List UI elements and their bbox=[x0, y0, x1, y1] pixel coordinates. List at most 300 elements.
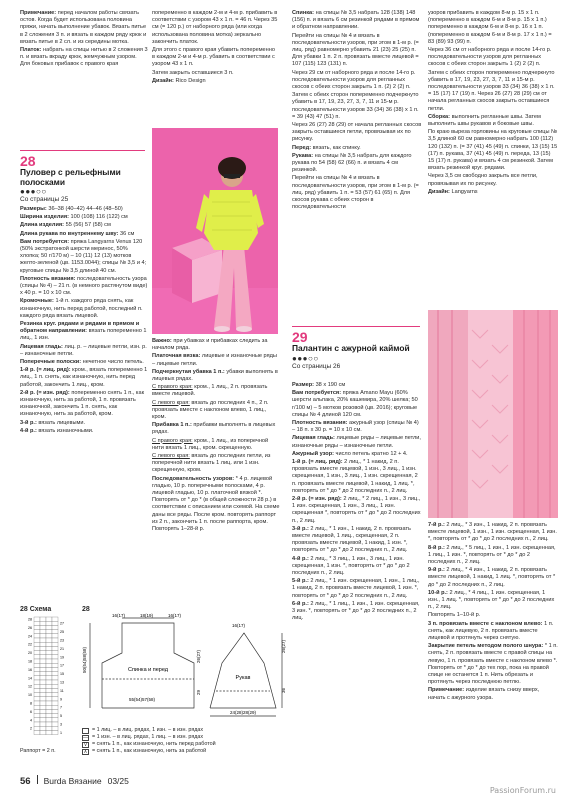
dim-w3: 16(17) bbox=[168, 613, 182, 618]
chart-cell bbox=[34, 659, 40, 663]
model-photo-svg bbox=[152, 128, 278, 334]
col2mid-body: лицевые и изнаночные ряды – лицевые петли. bbox=[152, 353, 277, 367]
col4bot-term: 8-й р.: bbox=[428, 544, 445, 551]
chart-cell bbox=[34, 634, 40, 638]
p28-spec-body: вязать лицевыми. bbox=[36, 419, 86, 426]
chart-cell bbox=[40, 651, 46, 655]
col2mid-body: убавки выполнять в лицевых рядах. bbox=[152, 368, 278, 383]
col2-paragraph bbox=[152, 78, 278, 85]
chart-cell bbox=[40, 642, 46, 646]
chart-row-number: 23 bbox=[60, 638, 64, 643]
footer-separator bbox=[37, 775, 38, 784]
page-footer bbox=[20, 775, 129, 787]
p28-spec-term: Резинка круг. рядами и рядами в прямом и обратном направлении: bbox=[20, 321, 140, 335]
p28-spec-paragraph bbox=[20, 239, 148, 275]
col4-paragraph bbox=[428, 70, 558, 113]
pattern-28-number: 28 bbox=[20, 154, 36, 169]
chart-cell bbox=[40, 726, 46, 730]
chart-row-number: 8 bbox=[30, 701, 32, 706]
col2mid-term: Подчеркнутая убавка 1 п.: bbox=[152, 368, 225, 375]
chart-cell bbox=[46, 663, 52, 667]
chart-grid-svg bbox=[20, 613, 80, 743]
dim-b2: 55(54)57(58) bbox=[128, 697, 156, 702]
chart-cell bbox=[52, 621, 58, 625]
col4-body: узоров прибавить в каждом 8-м р. 15 х 1 п. (попеременно в каждом 6-м и 8-м р. 15 х 1 п.) попеременно в каждом 6-м и 8-м р. 16 х 1 п. (попеременно в каждом 6-м и 8-м р. 17 х 1 п.) = 83 (89) 93 (99) п. bbox=[428, 10, 552, 45]
col4-body: Langyarns bbox=[449, 188, 478, 195]
chart-row-number: 9 bbox=[60, 697, 62, 702]
chart-cell bbox=[34, 676, 40, 680]
col3-paragraph bbox=[292, 122, 422, 144]
chart-cell bbox=[34, 638, 40, 642]
col2mid-subterm: С левого края: bbox=[152, 399, 190, 406]
p28-spec-paragraph bbox=[20, 214, 148, 221]
chart-cell bbox=[52, 630, 58, 634]
col3-paragraph bbox=[292, 145, 422, 152]
chart-cell bbox=[46, 651, 52, 655]
pattern-diagram-svg bbox=[82, 613, 287, 721]
pattern-28-photo bbox=[152, 128, 278, 334]
col2-term: Дизайн: bbox=[152, 77, 174, 84]
chart-rapport-value: = 2 п. bbox=[42, 748, 56, 754]
chart-cell bbox=[40, 667, 46, 671]
col2mid-paragraph bbox=[152, 400, 280, 422]
chart-cell bbox=[34, 701, 40, 705]
col2mid-paragraph bbox=[152, 422, 280, 436]
col2-mid-text bbox=[152, 338, 280, 598]
p29-spec-paragraph bbox=[292, 459, 422, 495]
col4bot-body: * 1 п. снять, 2 п. провязать вместе с правой спицы на левую, 1 п. провязать вместе с наклоном влево *. Повторять от * до * до тех пор, пока на правой спице не останется 1 п. Нить обрезать и протянуть через последнюю петлю. bbox=[428, 643, 558, 686]
p28-spec-body: нечетное число петель. bbox=[81, 359, 144, 366]
chart-row-number: 24 bbox=[28, 634, 32, 639]
pattern-28-difficulty: ●●●○○ bbox=[20, 187, 47, 196]
col2mid-paragraph bbox=[152, 384, 280, 398]
p29-spec-term: Ажурный узор: bbox=[292, 450, 334, 457]
chart-row-number: 17 bbox=[60, 663, 64, 668]
col4bot-term: Примечание: bbox=[428, 687, 465, 694]
col3-body: на спицы № 3,5 набрать 128 (138) 148 (156) п. и вязать 6 см резинкой рядами в прямом и обратном направлении. bbox=[292, 10, 420, 31]
chart-row-number: 27 bbox=[60, 621, 64, 626]
p28-spec-paragraph bbox=[20, 222, 148, 229]
col4-body: По краю выреза горловины на круговые спицы № 3,5 длиной 60 см равномерно набрать 100 (112) 120 (132) п. (= 37 (41) 45 (49) п. спинки, 13 (15) 15 (17) п. рукава, 37 (41) 45 (49) п. переда, 13 (15) 15 (17) п. рукава) и вязать 4 см резинкой. Затем вязать резинкой круг. рядами. bbox=[428, 129, 558, 172]
chart-cell bbox=[46, 676, 52, 680]
p29-spec-term: 3-й р.: bbox=[292, 525, 309, 532]
chart-cell bbox=[46, 693, 52, 697]
p29-spec-paragraph bbox=[292, 390, 422, 419]
chart-cell bbox=[34, 697, 40, 701]
col4bot-body: изделие вязать снизу вверх, начать с ажурного узора. bbox=[428, 687, 540, 701]
legend-text: = снять 1 п., как изнаночную, нить перед работой bbox=[92, 741, 216, 747]
chart-cell bbox=[40, 705, 46, 709]
chart-cell bbox=[40, 693, 46, 697]
pattern-29-header bbox=[292, 330, 420, 390]
dim-w5: 16(17) bbox=[232, 623, 246, 628]
p28-spec-paragraph bbox=[20, 344, 148, 358]
col4-body: Затем с обеих сторон попеременно подчеркнуто убавить в 17, 19, 23, 27, 3, 7, 11 и 15-м р. последовательности узоров 33 (34) 36 (38) х 1 п. = 15 (17) 17 (19) п. Через 26 (27) 28 (29) см от начала регланных скосов закрыть оставшиеся петли. bbox=[428, 69, 555, 112]
chart-row-number: 18 bbox=[28, 659, 32, 664]
p29-spec-paragraph bbox=[292, 451, 422, 458]
p28-spec-body: 36 см bbox=[118, 230, 135, 237]
col4bot-body: 2 лиц., * 3 изн., 1 накид, 2 п. провязать вместе лицевой, 1 изн., 1 изн. скрещенная, 1 изн. *, повторять от * до * до 2 последних п., 2 лиц. bbox=[428, 522, 557, 543]
legend-symbol: V bbox=[83, 741, 88, 748]
chart-cell bbox=[40, 697, 46, 701]
chart-cell bbox=[52, 672, 58, 676]
col2-paragraph bbox=[152, 70, 278, 77]
chart-cell bbox=[34, 646, 40, 650]
p28-spec-paragraph bbox=[20, 390, 148, 419]
legend-item bbox=[82, 748, 282, 755]
col2-paragraph bbox=[152, 10, 278, 46]
col4-term: Дизайн: bbox=[428, 188, 450, 195]
chart-cell bbox=[52, 617, 58, 621]
col3-body: вязать, как спинку. bbox=[311, 144, 361, 151]
p28-spec-term: Ширина изделия: bbox=[20, 214, 69, 221]
dim-h3: 29 bbox=[196, 689, 201, 695]
chart-cell bbox=[34, 672, 40, 676]
legend-text: = 1 лиц. – в лиц. рядах, 1 изн. – в изн. рядах bbox=[92, 727, 204, 733]
chart-cell bbox=[40, 621, 46, 625]
col3-term: Перед: bbox=[292, 144, 312, 151]
legend-text: = снять 1 п., как изнаночную, нить за работой bbox=[92, 748, 207, 754]
p28-spec-term: 1-й р. (= лиц. ряд): bbox=[20, 367, 71, 374]
chart-row-number: 6 bbox=[30, 709, 32, 714]
chart-cell bbox=[40, 663, 46, 667]
chart-cell bbox=[46, 680, 52, 684]
col2mid-subterm: С правого края: bbox=[152, 384, 193, 391]
chart-row-number: 13 bbox=[60, 680, 64, 685]
chart-cell bbox=[46, 718, 52, 722]
chart-rapport-label: Раппорт bbox=[20, 748, 41, 754]
chart-rapport bbox=[20, 748, 80, 755]
pattern-29-source: Со страницы 26 bbox=[292, 362, 341, 370]
col3-paragraph bbox=[292, 175, 422, 211]
chart-row-number: 26 bbox=[28, 625, 32, 630]
col4bot-paragraph bbox=[428, 590, 558, 612]
watermark: PassionForum.ru bbox=[489, 786, 556, 795]
p29-spec-term: 4-й р.: bbox=[292, 555, 309, 562]
col3-paragraph bbox=[292, 33, 422, 69]
chart-row-number: 1 bbox=[60, 730, 62, 735]
p29-spec-body: ажурный узор (спицы № 4) – 18 п. x 30 р. = 10 х 10 см. bbox=[292, 420, 419, 434]
chart-row-number: 10 bbox=[28, 693, 32, 698]
chart-cell bbox=[46, 659, 52, 663]
col2mid-term: Важно: bbox=[152, 338, 172, 344]
chart-cell bbox=[46, 705, 52, 709]
chart-cell bbox=[34, 714, 40, 718]
dim-w1: 16(17) bbox=[112, 613, 126, 618]
chart-cell bbox=[40, 714, 46, 718]
col1-body: перед началом работы связать остов. Когда будет использована половина пряжи, начать выполнение убавок. Вязать питье в 2 сложения 3 п. и вязать в каждом ряду крюк и вязать питье в 2 сл. и из середины мотка. bbox=[20, 10, 147, 45]
col3-text bbox=[292, 10, 422, 325]
col2mid-paragraph bbox=[152, 476, 280, 534]
p29-spec-body: пряжа Amano Mayu (60% шерсти альпака, 20% кашемира, 20% шелка; 50 г/100 м) – 5 мотков розовой (цв. 2016); круговые спицы № 4 длиной 120 см. bbox=[292, 390, 418, 418]
p28-spec-body: последовательность узора (спицы № 4) – 21 п. (в немного растянутом виде) x 40 р. = 10 х 10 см. bbox=[20, 275, 148, 297]
col2-body: Для этого с правого края убавить попеременно в каждом 2-м и 4-м р. убавить в соответствии с узором 43 х 1 п. bbox=[152, 47, 275, 68]
col2mid-body: кром., 1 лиц., из поперечной нити вязать 1 лиц., кром. скрещенную. bbox=[152, 437, 269, 451]
chart-cell bbox=[34, 718, 40, 722]
dim-h5: 26(27) bbox=[281, 639, 286, 653]
col2mid-paragraph bbox=[152, 453, 280, 475]
pattern-diagram-number: 28 bbox=[82, 606, 90, 613]
chart-cell bbox=[40, 701, 46, 705]
chart-cell bbox=[40, 680, 46, 684]
legend-item bbox=[82, 741, 282, 748]
col2mid-body: при убавках и прибавках следить за началом ряда. bbox=[152, 338, 268, 352]
pattern-29-rule bbox=[292, 326, 420, 327]
col2-body: Rico Design bbox=[173, 77, 206, 84]
chart-cell bbox=[46, 722, 52, 726]
col2-body: попеременно в каждом 2-м и 4-м р. прибавить в соответствии с узором 43 х 1 п. = 46 п. Через 35 см (= 120 р.) от наборного ряда (или когда использована половина мотка) зеркально закончить платок. bbox=[152, 10, 278, 45]
col3-body: Через 29 см от наборного ряда и после 14-го р. последовательности узоров для регланных скосов с обеих сторон закрыть 1 п. (2) 2 (2) п. bbox=[292, 69, 416, 91]
legend-symbol: ∧ bbox=[83, 748, 88, 755]
chart-cell bbox=[46, 714, 52, 718]
chart-cell bbox=[46, 630, 52, 634]
chart-cell bbox=[52, 693, 58, 697]
chart-cell bbox=[52, 705, 58, 709]
col2mid-paragraph bbox=[152, 338, 280, 352]
pattern-29-number: 29 bbox=[292, 330, 308, 345]
col3-paragraph bbox=[292, 92, 422, 121]
chart-cell bbox=[46, 621, 52, 625]
col1-paragraph bbox=[20, 10, 148, 46]
chart-cell bbox=[52, 634, 58, 638]
col1-paragraph bbox=[20, 47, 148, 69]
pattern-29-difficulty: ●●●○○ bbox=[292, 353, 319, 363]
chart-row-number: 2 bbox=[30, 726, 32, 731]
chart-row-number: 22 bbox=[28, 642, 32, 647]
p28-spec-paragraph bbox=[20, 420, 148, 427]
col3-paragraph bbox=[292, 10, 422, 32]
p29-spec-term: 2-й р. (= изн. ряд): bbox=[292, 496, 342, 503]
chart-cell bbox=[40, 638, 46, 642]
col2mid-term: Последовательность узоров: bbox=[152, 475, 235, 482]
p29-spec-term: Лицевая гладь: bbox=[292, 435, 335, 442]
chart-cell bbox=[46, 684, 52, 688]
issue-number: 03/25 bbox=[107, 776, 129, 786]
pattern-29-photo bbox=[428, 310, 558, 518]
dim-w2: 18(19) bbox=[140, 613, 154, 618]
chart-cell bbox=[40, 684, 46, 688]
col4bot-paragraph bbox=[428, 612, 558, 619]
chart-cell bbox=[34, 722, 40, 726]
col4bot-term: 10-й р.: bbox=[428, 589, 448, 596]
col4-paragraph bbox=[428, 114, 558, 128]
col4bot-body: 2 лиц., * 4 изн., 1 накид, 2 п. провязать вместе лицевой, 1 накид, 1 лиц. *, повторять от * до * до 2 последних п., 2 лиц. bbox=[428, 567, 556, 588]
p29-spec-body: 38 х 190 см bbox=[314, 382, 346, 388]
p28-spec-paragraph bbox=[20, 428, 148, 435]
col2-body: Затем закрыть оставшиеся 3 п. bbox=[152, 69, 234, 76]
col4bot-term: 9-й р.: bbox=[428, 567, 445, 574]
col2mid-body: вязать до последних 4 п., 2 п. провязать вместе с наклоном влево, 1 лиц., кром. bbox=[152, 399, 269, 421]
col2mid-paragraph bbox=[152, 438, 280, 452]
p29-spec-term: Размер: bbox=[292, 382, 315, 388]
p29-spec-paragraph bbox=[292, 420, 422, 434]
chart-cell bbox=[46, 638, 52, 642]
p28-spec-term: Длина рукава по внутреннему шву: bbox=[20, 230, 119, 237]
chart-cell bbox=[52, 642, 58, 646]
chart-cell bbox=[46, 730, 52, 734]
p28-spec-body: попеременно снять 1 п., как изнаночную, нить за работой, 1 п. провязать изнаночной, закончить 1 п. снять, как изнаночную, нить за работой, кром. bbox=[20, 389, 145, 418]
col3-term: Рукава: bbox=[292, 152, 314, 159]
pattern-28-specs bbox=[20, 206, 148, 531]
col4bot-paragraph bbox=[428, 643, 558, 686]
p29-spec-term: 6-й р.: bbox=[292, 600, 309, 607]
col2-top-text bbox=[152, 10, 278, 120]
p28-spec-term: 2-й р. (= изн. ряд): bbox=[20, 389, 70, 396]
p29-spec-body: число петель кратно 12 + 4. bbox=[333, 450, 408, 457]
chart-cell bbox=[34, 630, 40, 634]
col4bot-term: 3 п. провязать вместе с наклоном влево: bbox=[428, 620, 543, 627]
dim-h2: 50(54)58(58) bbox=[82, 646, 87, 673]
chart-cell bbox=[52, 676, 58, 680]
p28-spec-body: 36–38 (40–42) 44–46 (48–50) bbox=[46, 206, 123, 212]
chart-cell bbox=[34, 621, 40, 625]
chart-cell bbox=[46, 697, 52, 701]
col3-body: Через 26 (27) 28 (29) от начала регланных скосов закрыть оставшиеся петли, провязывая их по рисунку. bbox=[292, 122, 422, 143]
chart-row-number: 28 bbox=[28, 617, 32, 622]
legend-text: = 1 изн. – в лиц. рядах, 1 лиц. – в изн. рядах bbox=[92, 734, 204, 740]
chart-cell bbox=[52, 726, 58, 730]
col2mid-body: прибавки выполнять в лицевых рядах. bbox=[152, 422, 276, 436]
pattern-diagram bbox=[82, 606, 287, 724]
col3-term: Спинка: bbox=[292, 10, 315, 16]
col2mid-subterm: С левого края: bbox=[152, 453, 190, 460]
col4bot-term: 7-й р.: bbox=[428, 522, 445, 528]
chart-row-number: 20 bbox=[28, 651, 32, 656]
chart-cell bbox=[34, 642, 40, 646]
chart-cell bbox=[52, 680, 58, 684]
chart-cell bbox=[46, 667, 52, 671]
chart-row-number: 7 bbox=[60, 705, 62, 710]
col4bot-body: 1 п. снять, как лицевую, 2 п. провязать вместе лицевой и протянуть через снятую. bbox=[428, 620, 554, 642]
col4bot-paragraph bbox=[428, 545, 558, 567]
front-back-label: Спинка и перед bbox=[127, 667, 169, 673]
col4-body: Через 36 см от наборного ряда и после 14-го р. последовательности узоров для регланных скосов с обеих сторон закрыть 1 (2) 2 (2) п. bbox=[428, 47, 552, 68]
chart-cell bbox=[46, 655, 52, 659]
col4bot-body: 2 лиц., * 4 лиц., 1 изн. скрещенная, 1 изн., 1 лиц. *, повторять от * до * до 2 последних п., 2 лиц. bbox=[428, 589, 555, 611]
chart-cell bbox=[46, 642, 52, 646]
chart-row-number: 11 bbox=[60, 688, 64, 693]
chart-cell bbox=[46, 709, 52, 713]
dim-h1: 26(27) bbox=[196, 649, 201, 663]
chart-title: 28 Схема bbox=[20, 606, 52, 613]
chart-row-number: 21 bbox=[60, 646, 64, 651]
chart-cell bbox=[46, 726, 52, 730]
col4bot-body: Повторять 1–10-й р. bbox=[428, 612, 481, 619]
chart-cell bbox=[34, 684, 40, 688]
chart-row-number: 14 bbox=[28, 676, 32, 681]
col4-paragraph bbox=[428, 173, 558, 187]
chart-cell bbox=[46, 672, 52, 676]
chart-cell bbox=[52, 651, 58, 655]
chart-cell bbox=[34, 693, 40, 697]
col3-body: Перейти на спицы № 4 и вязать в последовательности узоров, при этом в 1-м р. (= лиц. ряд) равномерно убавить 21 (23) 25 (25) п. Для убавки 1 п. 2 п. провязать вместе лицевой = 107 (115) 123 (131) п. bbox=[292, 32, 419, 68]
p29-spec-body: 2 лиц., * 2 лиц., 1 изн., 3 лиц., 1 изн. скрещенная, 1 изн., 3 лиц., 1 изн. скрещенная *, повторять от * до * до 2 последних п., 2 лиц. bbox=[292, 496, 421, 524]
chart-cell bbox=[40, 646, 46, 650]
chart-cell bbox=[46, 634, 52, 638]
chart-cell bbox=[52, 646, 58, 650]
col4-term: Сборка: bbox=[428, 113, 451, 120]
col3-paragraph bbox=[292, 70, 422, 92]
chart-cell bbox=[34, 655, 40, 659]
chart-cell bbox=[40, 730, 46, 734]
chart-cell bbox=[52, 709, 58, 713]
page-number: 56 bbox=[20, 776, 31, 787]
p28-spec-paragraph bbox=[20, 298, 148, 320]
chart-cell bbox=[52, 655, 58, 659]
chart-cell bbox=[40, 676, 46, 680]
chart-cell bbox=[52, 718, 58, 722]
chart-cell bbox=[40, 634, 46, 638]
chart-cell bbox=[40, 688, 46, 692]
p28-spec-body: 100 (108) 116 (122) см bbox=[68, 214, 128, 221]
legend-symbol bbox=[82, 728, 89, 734]
sleeve-label: Рукав bbox=[235, 675, 251, 681]
col3-body: на спицы № 3,5 набрать для каждого рукава по 54 (58) 62 (66) п. и вязать 4 см резинкой. bbox=[292, 152, 412, 174]
p28-spec-paragraph bbox=[20, 321, 148, 343]
p29-spec-body: 2 лиц., * 1 изн. скрещенная, 1 изн., 1 лиц., 1 накид, 2 п. провязать вместе лицевой, 1 изн. *, повторять от * до * до 2 последних п., 2 лиц. bbox=[292, 578, 420, 599]
p29-spec-term: 5-й р.: bbox=[292, 578, 309, 585]
col3-paragraph bbox=[292, 153, 422, 175]
pattern-28-rule bbox=[20, 150, 145, 151]
chart-row-number: 3 bbox=[60, 722, 62, 727]
col4bot-term: Закрытие петель методом полого шнура: bbox=[428, 643, 544, 650]
chart-cell bbox=[52, 697, 58, 701]
p28-spec-body: лиц. р. – лицевые петли, изн. р. – изнаночные петли. bbox=[20, 343, 147, 357]
chart-row-number: 12 bbox=[28, 684, 32, 689]
p28-spec-term: Плотность вязания: bbox=[20, 275, 76, 282]
p28-spec-term: Кромочные: bbox=[20, 298, 54, 305]
p28-spec-term: Лицевая гладь: bbox=[20, 343, 63, 350]
stitch-chart bbox=[20, 606, 80, 766]
p29-spec-body: лицевые ряды – лицевые петли, изнаночные ряды – изнаночные петли. bbox=[292, 435, 421, 449]
col4bot-body: 2 лиц., * 5 лиц., 1 изн., 1 изн. скрещенная, 1 лиц., 1 изн. *, повторять от * до * до 2 последних п., 2 лиц. bbox=[428, 544, 556, 566]
chart-cell bbox=[34, 667, 40, 671]
chart-cell bbox=[46, 646, 52, 650]
chart-cell bbox=[46, 617, 52, 621]
p28-spec-body: 1-й п. каждого ряда снять, как изнаночную, нить перед работой, последний п. каждого ряда вязать лицевой. bbox=[20, 298, 143, 319]
col2-paragraph bbox=[152, 47, 278, 69]
chart-cell bbox=[52, 684, 58, 688]
col1-top-text bbox=[20, 10, 148, 145]
p28-spec-term: Размеры: bbox=[20, 206, 47, 212]
col2mid-subterm: С правого края: bbox=[152, 437, 193, 444]
p29-spec-term: Вам потребуется: bbox=[292, 390, 342, 397]
p28-spec-paragraph bbox=[20, 276, 148, 298]
chart-cell bbox=[46, 688, 52, 692]
chart-cell bbox=[40, 672, 46, 676]
col1-body: набрать на спицы нитью в 2 сложения 3 п. и вязать вкраду крюк, жемчужным узором. Для боковых прибавок с правого края bbox=[20, 47, 148, 68]
chart-cell bbox=[34, 688, 40, 692]
dim-b1: 24(28)28(29) bbox=[229, 710, 257, 715]
chart-cell bbox=[52, 714, 58, 718]
col4bot-paragraph bbox=[428, 687, 558, 701]
chart-cell bbox=[46, 701, 52, 705]
p29-spec-body: 2 лиц., * 1 изн., 1 накид, 2 п. провязать вместе лицевой, 1 лиц., скрещенная, 2 п. провязать вместе лицевой, 1 накид, 1 изн. *, повторять от * до * до 2 последних п., 2 лиц. bbox=[292, 525, 411, 554]
p28-spec-term: 3-й р.: bbox=[20, 419, 37, 426]
col2mid-body: * 4 р. лицевой гладью, 10 р. поперечными полосками, 4 р. лицевой гладью, 10 р. платочной вязкой *. Повторять от * до * (в общей сложности 28 р.) в соответствии с описанием или схемой. На схеме даны все ряды. После кром. повторять раппорт из 2 п., закончить 1 п. после раппорта, кром. Повторять 1–28-й р. bbox=[152, 475, 280, 533]
p29-spec-paragraph bbox=[292, 556, 422, 578]
legend-item bbox=[82, 734, 282, 741]
legend-symbol: — bbox=[83, 734, 88, 741]
col4bot-paragraph bbox=[428, 522, 558, 544]
p29-spec-paragraph bbox=[292, 601, 422, 623]
chart-row-number: 4 bbox=[30, 718, 32, 723]
chart-cell bbox=[52, 663, 58, 667]
pattern-29-specs bbox=[292, 382, 422, 772]
chart-cell bbox=[40, 659, 46, 663]
chart-row-number: 5 bbox=[60, 714, 62, 719]
col4-paragraph bbox=[428, 47, 558, 69]
